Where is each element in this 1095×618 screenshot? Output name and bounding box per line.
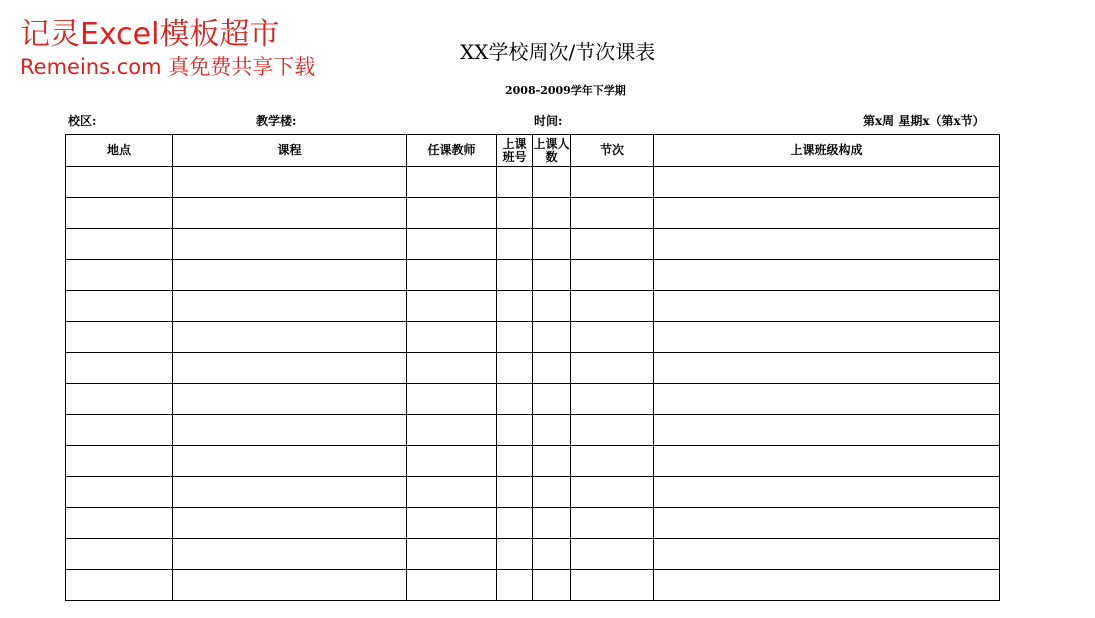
table-cell[interactable]: [654, 415, 1000, 446]
table-cell[interactable]: [173, 384, 407, 415]
table-cell[interactable]: [533, 167, 571, 198]
table-cell[interactable]: [407, 229, 497, 260]
column-header-period: 节次: [571, 135, 654, 167]
table-cell[interactable]: [571, 570, 654, 601]
table-cell[interactable]: [497, 353, 533, 384]
table-cell[interactable]: [173, 477, 407, 508]
table-row: [66, 322, 1000, 353]
table-cell[interactable]: [533, 446, 571, 477]
table-cell[interactable]: [571, 291, 654, 322]
watermark-subtitle: Remeins.com 真免费共享下载: [20, 55, 316, 79]
table-cell[interactable]: [571, 353, 654, 384]
table-cell[interactable]: [407, 477, 497, 508]
table-cell[interactable]: [571, 477, 654, 508]
table-cell[interactable]: [654, 477, 1000, 508]
column-header-class-number: 上课班号: [497, 135, 533, 167]
table-cell[interactable]: [497, 539, 533, 570]
table-cell[interactable]: [533, 508, 571, 539]
column-header-student-count: 上课人数: [533, 135, 571, 167]
table-cell[interactable]: [407, 322, 497, 353]
table-cell[interactable]: [407, 508, 497, 539]
table-row: [66, 167, 1000, 198]
table-cell[interactable]: [173, 167, 407, 198]
building-label: 教学楼:: [256, 114, 297, 128]
table-cell[interactable]: [66, 198, 173, 229]
table-cell[interactable]: [66, 353, 173, 384]
table-cell[interactable]: [533, 539, 571, 570]
table-cell[interactable]: [654, 167, 1000, 198]
header-row: [66, 135, 1000, 167]
watermark-title: 记灵Excel模板超市: [20, 17, 280, 52]
schedule-table: [65, 134, 1000, 601]
table-cell[interactable]: [66, 539, 173, 570]
table-cell[interactable]: [407, 415, 497, 446]
schedule-body: [66, 167, 1000, 601]
table-cell[interactable]: [66, 446, 173, 477]
table-cell[interactable]: [654, 291, 1000, 322]
table-cell[interactable]: [497, 384, 533, 415]
table-cell[interactable]: [571, 322, 654, 353]
table-cell[interactable]: [66, 477, 173, 508]
table-cell[interactable]: [407, 260, 497, 291]
table-cell[interactable]: [654, 229, 1000, 260]
table-cell[interactable]: [533, 384, 571, 415]
table-cell[interactable]: [407, 291, 497, 322]
table-cell[interactable]: [571, 539, 654, 570]
time-label: 时间:: [534, 114, 563, 128]
column-header-course: 课程: [173, 135, 407, 167]
table-cell[interactable]: [497, 446, 533, 477]
table-cell[interactable]: [571, 167, 654, 198]
table-cell[interactable]: [407, 353, 497, 384]
table-row: [66, 508, 1000, 539]
table-cell[interactable]: [571, 446, 654, 477]
table-row: [66, 353, 1000, 384]
table-cell[interactable]: [571, 229, 654, 260]
table-cell[interactable]: [173, 229, 407, 260]
academic-term: 2008-2009学年下学期: [505, 84, 626, 97]
table-cell[interactable]: [173, 353, 407, 384]
table-cell[interactable]: [533, 229, 571, 260]
table-cell[interactable]: [533, 415, 571, 446]
table-cell[interactable]: [571, 384, 654, 415]
table-cell[interactable]: [497, 570, 533, 601]
table-row: [66, 446, 1000, 477]
table-cell[interactable]: [497, 508, 533, 539]
table-cell[interactable]: [654, 570, 1000, 601]
table-cell[interactable]: [173, 570, 407, 601]
table-cell[interactable]: [66, 508, 173, 539]
table-row: [66, 477, 1000, 508]
table-cell[interactable]: [173, 322, 407, 353]
table-cell[interactable]: [173, 260, 407, 291]
table-cell[interactable]: [497, 198, 533, 229]
table-cell[interactable]: [571, 415, 654, 446]
table-cell[interactable]: [533, 260, 571, 291]
table-cell[interactable]: [533, 198, 571, 229]
table-cell[interactable]: [654, 198, 1000, 229]
table-cell[interactable]: [533, 322, 571, 353]
table-cell[interactable]: [533, 477, 571, 508]
week-day-period-label: 第x周 星期x（第x节）: [863, 114, 985, 128]
table-cell[interactable]: [497, 415, 533, 446]
table-cell[interactable]: [497, 322, 533, 353]
table-cell[interactable]: [173, 198, 407, 229]
table-cell[interactable]: [533, 291, 571, 322]
table-cell[interactable]: [654, 539, 1000, 570]
table-cell[interactable]: [173, 415, 407, 446]
table-cell[interactable]: [66, 322, 173, 353]
table-row: [66, 260, 1000, 291]
table-row: [66, 415, 1000, 446]
table-cell[interactable]: [66, 260, 173, 291]
table-cell[interactable]: [66, 415, 173, 446]
table-cell[interactable]: [173, 539, 407, 570]
campus-label: 校区:: [68, 114, 97, 128]
column-header-location: 地点: [66, 135, 173, 167]
page-title: XX学校周次/节次课表: [460, 40, 656, 64]
table-row: [66, 229, 1000, 260]
table-cell[interactable]: [533, 353, 571, 384]
table-cell[interactable]: [407, 539, 497, 570]
table-cell[interactable]: [407, 384, 497, 415]
table-cell[interactable]: [654, 322, 1000, 353]
table-cell[interactable]: [497, 229, 533, 260]
table-cell[interactable]: [654, 446, 1000, 477]
table-cell[interactable]: [497, 477, 533, 508]
table-cell[interactable]: [497, 167, 533, 198]
table-cell[interactable]: [173, 291, 407, 322]
table-cell[interactable]: [66, 291, 173, 322]
table-row: [66, 198, 1000, 229]
table-cell[interactable]: [497, 260, 533, 291]
table-cell[interactable]: [654, 384, 1000, 415]
table-cell[interactable]: [571, 198, 654, 229]
table-row: [66, 384, 1000, 415]
table-cell[interactable]: [654, 353, 1000, 384]
table-cell[interactable]: [407, 167, 497, 198]
table-cell[interactable]: [654, 260, 1000, 291]
table-row: [66, 570, 1000, 601]
table-cell[interactable]: [533, 570, 571, 601]
table-cell[interactable]: [407, 570, 497, 601]
table-cell[interactable]: [407, 446, 497, 477]
table-cell[interactable]: [654, 508, 1000, 539]
table-cell[interactable]: [571, 508, 654, 539]
table-cell[interactable]: [173, 446, 407, 477]
table-cell[interactable]: [66, 384, 173, 415]
table-cell[interactable]: [571, 260, 654, 291]
table-cell[interactable]: [66, 229, 173, 260]
table-cell[interactable]: [66, 167, 173, 198]
table-row: [66, 539, 1000, 570]
table-cell[interactable]: [497, 291, 533, 322]
column-header-class-composition: 上课班级构成: [654, 135, 1000, 167]
table-cell[interactable]: [173, 508, 407, 539]
table-cell[interactable]: [407, 198, 497, 229]
column-header-teacher: 任课教师: [407, 135, 497, 167]
table-cell[interactable]: [66, 570, 173, 601]
table-row: [66, 291, 1000, 322]
